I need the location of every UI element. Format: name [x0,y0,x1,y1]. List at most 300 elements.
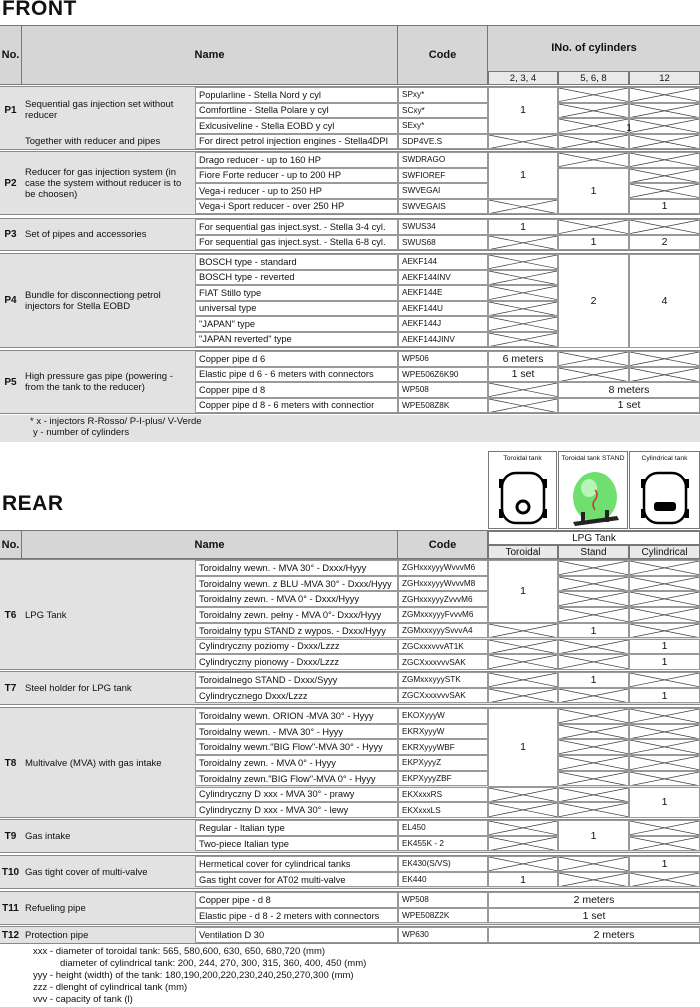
rear-group-desc: Steel holder for LPG tank [25,682,132,694]
cross-mark [559,577,628,591]
crossed-cell [558,688,629,704]
cross-mark [630,153,699,167]
cross-mark [489,271,557,285]
cross-mark [630,88,699,102]
crossed-cell [629,755,700,771]
tank-cylindrical [629,451,700,529]
front-group-desc: Sequential gas injection set without reducer [25,99,174,121]
cross-mark [489,383,557,397]
crossed-cell [629,771,700,787]
front-row-name: FIAT Stillo type [195,285,398,301]
rear-row-code: WP630 [398,927,488,943]
front-note-1: * x - injectors R-Rosso/ P-I-plus/ V-Verde [30,416,202,427]
rear-row-code: WP508 [398,892,488,908]
cross-mark [559,756,628,770]
cross-mark [559,352,628,366]
cross-mark [559,689,628,703]
rear-note-5: vvv - capacity of tank (l) [33,994,133,1005]
crossed-cell [558,739,629,755]
rear-col-cylindrical: Cylindrical [629,545,700,559]
cross-mark [489,640,557,654]
rear-group-id: T10 [1,866,20,878]
cross-mark [559,119,628,133]
col-cyl-12: 12 [629,71,700,85]
crossed-cell [488,235,558,251]
rear-group-desc: Protection pipe [25,929,89,941]
crossed-cell [558,87,629,103]
rear-row-name: Hermetical cover for cylindrical tanks [195,856,398,872]
crossed-cell [558,134,629,150]
rear-row-code: EKPXyyyZBF [398,771,488,787]
rear-row-name: Toroidalny wewn. - MVA 30° - Dxxx/Hyyy [195,560,398,576]
cross-mark [489,135,557,149]
crossed-cell [629,872,700,888]
rear-row-name: Toroidalny typu STAND z wypos. - Dxxx/Hyyy [195,623,398,639]
stand-tank-icon [559,452,629,530]
cross-mark [489,857,557,871]
rear-row-name: Gas tight cover for AT02 multi-valve [195,872,398,888]
cross-mark [559,368,628,382]
cross-mark [630,135,699,149]
front-row-name: Copper pipe d 6 [195,351,398,367]
cell-value: 2 [590,294,597,307]
cross-mark [559,135,628,149]
rear-row-name: Toroidalny wewn. ORION -MVA 30° - Hyyy [195,708,398,724]
rear-group-id: T6 [4,609,17,621]
rear-row-code: WPE508Z2K [398,908,488,924]
rear-row-code: EKPXyyyZ [398,755,488,771]
cell-value: 1 [661,689,668,702]
front-row-name: Vega-i reducer - up to 250 HP [195,183,398,199]
rear-row-code: ZGMxxxyyyFvvvM6 [398,607,488,623]
cell-value: 8 meters [608,383,650,396]
crossed-cell [558,591,629,607]
rear-row-code: EK440 [398,872,488,888]
front-group-id: P1 [4,104,17,116]
cross-mark [559,153,628,167]
cross-mark [489,821,557,835]
crossed-cell [558,152,629,168]
cross-mark [559,740,628,754]
rear-note-3: yyy - height (width) of the tank: 180,190,200,220,230,240,250,270,300 (mm) [33,970,354,981]
cell-value: 1 [520,104,526,117]
col-name: Name [21,26,398,84]
front-row-name: For sequential gas inject.syst. - Stella 3-4 cyl. [195,219,398,235]
front-row-name: Fiore Forte reducer - up to 200 HP [195,168,398,184]
crossed-cell [629,219,700,235]
tank-stand-label: Toroidal tank STAND [561,455,625,462]
cross-mark [630,220,699,234]
cross-mark [489,317,557,331]
cross-mark [489,624,557,638]
rear-row-code: EK430(S/VS) [398,856,488,872]
rear-col-no: No. [1,538,20,551]
front-row-name: "JAPAN" type [195,316,398,332]
front-row-name: For sequential gas inject.syst. - Stella 6-8 cyl. [195,235,398,251]
cross-mark [630,725,699,739]
rear-group-desc: LPG Tank [25,609,67,621]
rear-row-name: Toroidalny wewn."BIG Flow"-MVA 30° - Hyyy [195,739,398,755]
cell-value: 1 [590,624,597,637]
rear-row-name: Ventilation D 30 [195,927,398,943]
rear-row-name: Two-piece Italian type [195,836,398,852]
crossed-cell [488,332,558,348]
cross-mark [559,709,628,723]
crossed-cell [629,739,700,755]
rear-col-lpg: LPG Tank [488,531,700,545]
front-row-name: BOSCH type - reverted [195,270,398,286]
rear-row-code: EK455K - 2 [398,836,488,852]
cross-mark [630,772,699,786]
crossed-cell [488,398,558,414]
rear-group-id: T9 [4,830,17,842]
crossed-cell [488,316,558,332]
front-row-name: Copper pipe d 8 [195,382,398,398]
cross-mark [630,740,699,754]
crossed-cell [629,183,700,199]
cross-mark [559,561,628,575]
cross-mark [630,104,699,118]
front-row-name: Vega-i Sport reducer - over 250 HP [195,199,398,215]
rear-row-code: ZGMxxxyyySvvvA4 [398,623,488,639]
crossed-cell [488,199,558,215]
rear-row-code: ZGHxxxyyyZvvvM6 [398,591,488,607]
front-row-code: SWFIOREF [398,168,488,184]
cross-mark [489,788,557,802]
toroidal-tank-icon [489,452,558,530]
front-group-id: P2 [4,177,17,189]
cell-value: 1 set [511,368,535,381]
cell-value: 6 meters [502,352,544,365]
crossed-cell [629,118,700,134]
rear-note-1: xxx - diameter of toroidal tank: 565, 580,600, 630, 650, 680,720 (mm) [33,946,326,957]
col-no: No. [1,49,20,61]
cross-mark [489,673,557,687]
rear-row-name: Elastic pipe - d 8 - 2 meters with connectors [195,908,398,924]
rear-col-name: Name [21,531,398,558]
rear-group-id: T7 [4,682,17,694]
rear-group-id: T11 [2,902,19,914]
cross-mark [489,689,557,703]
crossed-cell [558,560,629,576]
cross-mark [489,302,557,316]
crossed-cell [488,623,558,639]
crossed-cell [558,351,629,367]
cross-mark [559,788,628,802]
rear-row-code: ZGCXxxxvvvSAK [398,654,488,670]
rear-row-name: Cylindryczny pionowy - Dxxx/Lzzz [195,654,398,670]
cell-value: 1 [520,873,526,886]
front-title: FRONT [2,0,77,20]
crossed-cell [488,382,558,398]
cross-mark [630,837,699,851]
rear-group-desc: Refueling pipe [25,902,86,914]
crossed-cell [629,708,700,724]
front-row-code: SWVEGAI [398,183,488,199]
rear-row-code: ZGHxxxyyyWvvvM6 [398,560,488,576]
front-row-code: AEKF144JINV [398,332,488,348]
crossed-cell [558,607,629,623]
crossed-cell [629,724,700,740]
rear-group-id: T12 [1,929,20,941]
crossed-cell [629,560,700,576]
front-row-code: AEKF144 [398,254,488,270]
cross-mark [559,104,628,118]
crossed-cell [629,134,700,150]
col-cyl-568: 5, 6, 8 [558,71,629,85]
crossed-cell [629,672,700,688]
rear-note-2: diameter of cylindrical tank: 200, 244, 270, 300, 315, 360, 400, 450 (mm) [60,958,367,969]
front-row-code: AEKF144U [398,301,488,317]
cross-mark [630,184,699,198]
rear-row-name: Regular - Italian type [195,820,398,836]
cell-value: 1 [661,796,668,809]
front-row-name: Exlcusiveline - Stella EOBD y cyl [195,118,398,134]
cross-mark [630,673,699,687]
front-row-code: WPE508Z8K [398,398,488,414]
front-row-code: AEKF144INV [398,270,488,286]
cross-mark [489,803,557,817]
cross-mark [489,837,557,851]
crossed-cell [558,103,629,119]
rear-col-stand: Stand [558,545,629,559]
crossed-cell [488,639,558,655]
rear-row-code: EKXxxxRS [398,787,488,803]
cross-mark [630,169,699,183]
rear-row-name: Toroidalny wewn. z BLU -MVA 30° - Dxxx/Hyyy [195,576,398,592]
cell-value: 1 [661,200,668,213]
crossed-cell [488,672,558,688]
col-cylinders: INo. of cylinders [551,42,637,54]
crossed-cell [488,802,558,818]
front-row-code: WPE506Z6K90 [398,367,488,383]
rear-title: REAR [2,492,64,515]
front-row-name: Copper pipe d 8 - 6 meters with connectior [195,398,398,414]
crossed-cell [629,623,700,639]
rear-group-desc: Gas intake [25,830,71,842]
rear-col-code: Code [398,531,488,558]
front-row-code: AEKF144J [398,316,488,332]
crossed-cell [488,836,558,852]
cross-mark [630,561,699,575]
cell-value: 1 set [582,909,606,922]
rear-row-name: Cylindryczny D xxx - MVA 30° - prawy [195,787,398,803]
crossed-cell [629,152,700,168]
rear-row-name: Toroidalny zewn. - MVA 0° - Dxxx/Hyyy [195,591,398,607]
crossed-cell [629,576,700,592]
rear-row-code: EKXxxxLS [398,802,488,818]
rear-row-code: ZGCXxxxvvvSAK [398,688,488,704]
cross-mark [559,803,628,817]
rear-row-code: ZGMxxxyyySTK [398,672,488,688]
crossed-cell [488,688,558,704]
front-note-2: y - number of cylinders [33,427,130,438]
cross-mark [630,873,699,887]
cell-value: 1 [661,656,668,669]
cell-value: 1 [590,184,597,197]
front-row-name: "JAPAN reverted" type [195,332,398,348]
col-code: Code [398,26,488,84]
cross-mark [559,640,628,654]
cross-mark [630,592,699,606]
cell-value: 1 [590,829,597,842]
cell-value: 1 [590,673,597,686]
cross-mark [489,255,557,269]
cross-mark [630,624,699,638]
cross-mark [630,368,699,382]
rear-row-name: Toroidalny zewn."BIG Flow"-MVA 0° - Hyyy [195,771,398,787]
rear-row-name: Copper pipe - d 8 [195,892,398,908]
crossed-cell [488,654,558,670]
crossed-cell [629,351,700,367]
cross-mark [630,821,699,835]
front-row-code: WP506 [398,351,488,367]
cross-mark [489,333,557,347]
cell-value: 1 [520,169,526,182]
rear-row-code: EKRXyyyW [398,724,488,740]
crossed-cell [558,872,629,888]
front-row-name: Drago reducer - up to 160 HP [195,152,398,168]
front-row-code: SWUS68 [398,235,488,251]
cell-value: 1 [520,741,526,754]
cell-value: 1 [520,220,526,233]
cross-mark [489,655,557,669]
crossed-cell [488,285,558,301]
cross-mark [559,592,628,606]
rear-row-name: Toroidalny wewn. - MVA 30° - Hyyy [195,724,398,740]
cross-mark [630,756,699,770]
front-row-code: SExy* [398,118,488,134]
cross-mark [489,399,557,413]
crossed-cell [558,802,629,818]
rear-row-code: EL450 [398,820,488,836]
cell-value: 1 [520,585,526,598]
rear-row-code: ZGHxxxyyyWvvvM8 [398,576,488,592]
cross-mark [559,725,628,739]
rear-row-code: EKRXyyyWBF [398,739,488,755]
crossed-cell [488,787,558,803]
crossed-cell [558,576,629,592]
front-row-code: SWVEGAIS [398,199,488,215]
cross-mark [559,608,628,622]
crossed-cell [629,367,700,383]
rear-row-code: ZGCxxxvvvAT1K [398,639,488,655]
cross-mark [559,772,628,786]
rear-row-name: Toroidalny zewn. - MVA 0° - Hyyy [195,755,398,771]
front-row-name: Elastic pipe d 6 - 6 meters with connectors [195,367,398,383]
cross-mark [630,709,699,723]
front-row-code: SPxy* [398,87,488,103]
rear-note-4: zzz - dlenght of cylindrical tank (mm) [33,982,188,993]
crossed-cell [629,591,700,607]
rear-group-id: T8 [4,757,17,769]
front-row-name: universal type [195,301,398,317]
front-group-id: P4 [4,295,17,306]
crossed-cell [629,607,700,623]
rear-row-name: Cylindrycznego Dxxx/Lzzz [195,688,398,704]
crossed-cell [488,254,558,270]
crossed-cell [488,820,558,836]
crossed-cell [558,787,629,803]
front-group-desc: Set of pipes and accessories [25,229,147,240]
front-group-desc: Bundle for disconnectiong petrol injectors for Stella EOBD [25,289,161,312]
crossed-cell [558,755,629,771]
cross-mark [559,873,628,887]
crossed-cell [558,118,629,134]
front-row-name: For direct petrol injection engines - Stella4DPI [195,134,398,150]
crossed-cell [488,301,558,317]
cross-mark [630,608,699,622]
cell-value: 4 [661,294,668,307]
rear-row-name: Toroidalnego STAND - Dxxx/Syyy [195,672,398,688]
front-header [0,25,700,85]
front-row-code: SWDRAGO [398,152,488,168]
front-row-code: WP508 [398,382,488,398]
cross-mark [630,352,699,366]
cross-mark [489,200,557,214]
crossed-cell [488,134,558,150]
crossed-cell [629,103,700,119]
crossed-cell [558,367,629,383]
front-row-name: Comfortline - Stella Polare y cyl [195,103,398,119]
cross-mark [630,119,699,133]
front-row-code: AEKF144E [398,285,488,301]
cross-mark [559,220,628,234]
cell-value: 1 set [617,399,641,412]
front-row-name: BOSCH type - standard [195,254,398,270]
crossed-cell [629,820,700,836]
crossed-cell [629,168,700,184]
cross-mark [559,655,628,669]
cylindrical-tank-icon [630,452,700,530]
front-group-desc: High pressure gas pipe (powering - from the tank to the reducer) [25,371,173,393]
rear-group-desc: Gas tight cover of multi-valve [25,866,148,878]
cross-mark [489,286,557,300]
front-group-id: P3 [4,229,17,240]
tank-cylindrical-label: Cylindrical tank [641,455,688,462]
rear-row-code: EKOXyyyW [398,708,488,724]
rear-col-toroidal: Toroidal [488,545,558,559]
cross-mark [630,577,699,591]
front-extra-desc: Together with reducer and pipes [25,135,161,147]
front-group-desc: Reducer for gas injection system (in case the system without reducer is to be choosen) [25,166,182,200]
crossed-cell [558,724,629,740]
crossed-cell [558,856,629,872]
crossed-cell [558,639,629,655]
crossed-cell [488,270,558,286]
crossed-cell [629,836,700,852]
front-row-code: SWUS34 [398,219,488,235]
crossed-cell [629,87,700,103]
cross-mark [489,236,557,250]
crossed-cell [558,708,629,724]
front-group-id: P5 [4,376,17,388]
cell-value: 1 [626,121,632,134]
crossed-cell [488,856,558,872]
col-cyl-234: 2, 3, 4 [488,71,558,85]
cell-value: 2 meters [593,928,635,941]
tank-toroidal [488,451,557,529]
crossed-cell [558,219,629,235]
tank-toroidal-label: Toroidal tank [503,455,542,462]
cell-value: 1 [661,857,668,870]
rear-row-name: Cylindryczny D xxx - MVA 30° - lewy [195,802,398,818]
tank-stand [558,451,628,529]
rear-row-name: Toroidalny zewn. pełny - MVA 0°- Dxxx/Hyyy [195,607,398,623]
front-row-name: Popularline - Stella Nord y cyl [195,87,398,103]
rear-group-desc: Multivalve (MVA) with gas intake [25,757,162,769]
front-row-code: SCxy* [398,103,488,119]
